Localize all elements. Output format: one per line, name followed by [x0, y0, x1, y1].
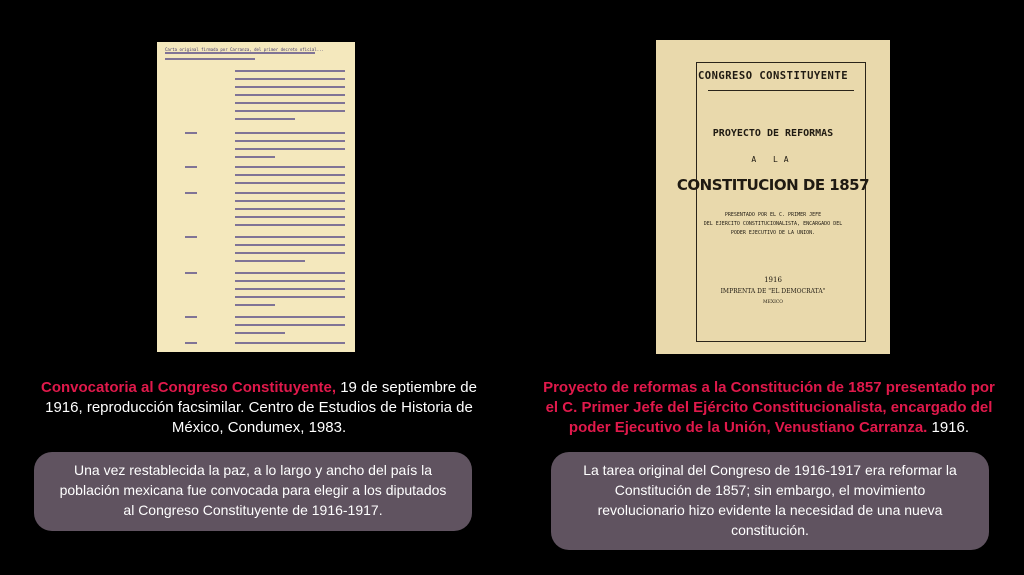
- booklet-title-line3: CONSTITUCION DE 1857: [676, 176, 870, 194]
- booklet-rule: [708, 90, 854, 91]
- left-info-text: Una vez restablecida la paz, a lo largo y ancho del país la población mexicana fue convocada para elegir a los diputados al Congreso Constituyente de 1916-1917.: [59, 462, 447, 518]
- right-caption-title: Proyecto de reformas a la Constitución de 1857 presentado por el C. Primer Jefe del Ejército Constitucionalista, encargado del poder Ejecutivo de la Unión, Venustiano Carranza.: [543, 379, 995, 436]
- booklet-title-line1: PROYECTO DE REFORMAS: [712, 128, 834, 139]
- left-caption-details: 19 de septiembre de 1916, reproducción facsimilar. Centro de Estudios de Historia de México, Condumex, 1983.: [45, 379, 477, 436]
- booklet-sub2: DEL EJERCITO CONSTITUCIONALISTA, ENCARGADO DEL: [703, 221, 843, 227]
- left-info-bubble: [34, 452, 472, 531]
- left-caption: [30, 378, 488, 438]
- typed-text-lines: [157, 42, 355, 352]
- typed-document-image: [157, 42, 355, 352]
- right-info-text: La tarea original del Congreso de 1916-1917 era reformar la Constitución de 1857; sin embargo, el movimiento revolucionario hizo evidente la necesidad de una nueva constitución.: [583, 462, 957, 538]
- right-caption-details: 1916.: [927, 419, 970, 436]
- typed-document-header: Carta original firmada por Carranza, del primer decreto oficial...: [165, 47, 324, 52]
- booklet-printer: IMPRENTA DE "EL DEMOCRATA": [720, 288, 826, 295]
- booklet-header: CONGRESO CONSTITUYENTE: [697, 70, 849, 82]
- booklet-year: 1916: [764, 276, 782, 284]
- booklet-sub1: PRESENTADO POR EL C. PRIMER JEFE: [724, 212, 822, 218]
- booklet-city: MEXICO: [762, 300, 783, 305]
- right-info-bubble: [551, 452, 989, 550]
- left-caption-title: Convocatoria al Congreso Constituyente,: [41, 379, 337, 396]
- booklet-title-line2: A LA: [751, 155, 795, 164]
- booklet-cover-image: [656, 40, 890, 354]
- booklet-sub3: PODER EJECUTIVO DE LA UNION.: [730, 230, 816, 236]
- right-caption: [540, 378, 998, 438]
